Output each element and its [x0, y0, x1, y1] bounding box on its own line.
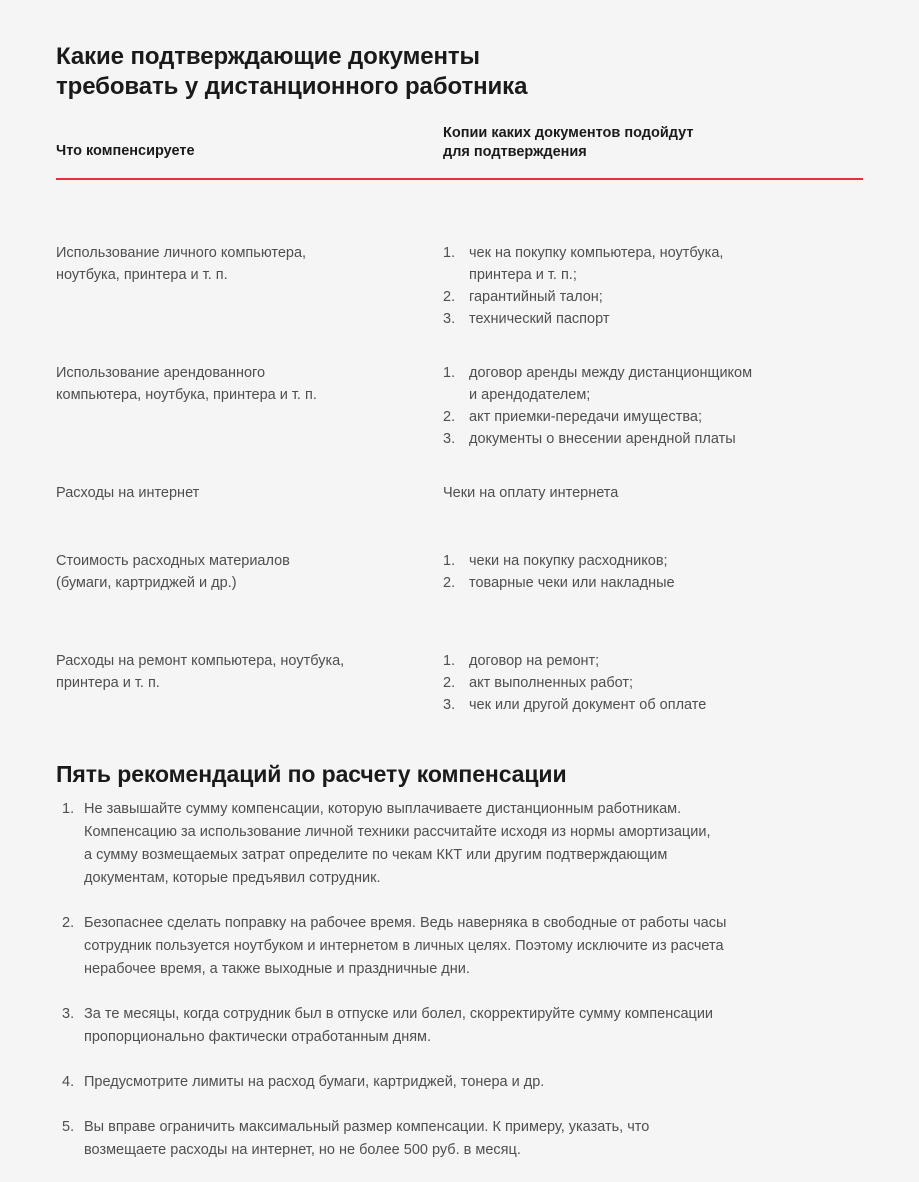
recommendation-item-line: Безопаснее сделать поправку на рабочее время. Ведь наверняка в свободные от работы часы: [84, 915, 727, 931]
recommendation-item: [62, 798, 872, 890]
table-cell-documents: [443, 650, 863, 716]
recommendation-item-line: За те месяцы, когда сотрудник был в отпуске или болел, скорректируйте сумму компенсации: [84, 1006, 714, 1022]
recommendation-item-line: Компенсацию за использование личной техники рассчитайте исходя из нормы амортизации,: [84, 824, 711, 840]
list-item: [443, 550, 863, 572]
document-type-list: [443, 362, 863, 450]
page-title-line: Какие подтверждающие документы: [56, 43, 480, 71]
list-item-line: технический паспорт: [469, 311, 610, 327]
table-cell-documents: [443, 482, 863, 504]
table-row: [56, 242, 863, 330]
table-header-documents: [443, 124, 863, 162]
table-cell-compensate-line: Использование личного компьютера,: [56, 245, 307, 261]
table-cell-documents: [443, 550, 863, 594]
table-cell-compensate: [56, 482, 443, 504]
table-cell-compensate-line: Расходы на интернет: [56, 485, 200, 501]
list-item-line: принтера и т. п.;: [469, 267, 577, 283]
list-item: [443, 650, 863, 672]
table-row: [56, 550, 863, 594]
table-cell-documents: [443, 242, 863, 330]
page-title-line: требовать у дистанционного работника: [56, 73, 528, 101]
list-item-line: и арендодателем;: [469, 387, 591, 403]
recommendation-item-line: пропорционально фактически отработанным дням.: [84, 1029, 432, 1045]
recommendation-item-line: документам, которые предъявил сотрудник.: [84, 870, 381, 886]
table-header-compensate: Что компенсируете: [56, 143, 195, 159]
list-item-line: чеки на покупку расходников;: [469, 553, 668, 569]
recommendation-item: [62, 1071, 872, 1094]
recommendation-item: [62, 1116, 872, 1162]
recommendation-item-line: а сумму возмещаемых затрат определите по чекам ККТ или другим подтверждающим: [84, 847, 668, 863]
list-item-line: договор аренды между дистанционщиком: [469, 365, 753, 381]
table-row: [56, 482, 863, 504]
document-type-list: [443, 550, 863, 594]
list-item: [443, 286, 863, 308]
recommendations-title: Пять рекомендаций по расчету компенсации: [56, 761, 567, 788]
list-item-line: документы о внесении арендной платы: [469, 431, 736, 447]
recommendations-section: [62, 798, 872, 1162]
recommendation-item-line: Не завышайте сумму компенсации, которую выплачиваете дистанционным работникам.: [84, 801, 682, 817]
list-item: [443, 362, 863, 406]
table-cell-compensate-line: ноутбука, принтера и т. п.: [56, 267, 228, 283]
recommendation-item-line: нерабочее время, а также выходные и праздничные дни.: [84, 961, 470, 977]
table-row: [56, 650, 863, 716]
list-item-line: чек или другой документ об оплате: [469, 697, 707, 713]
table-cell-compensate: [56, 550, 443, 594]
recommendation-item-line: возмещаете расходы на интернет, но не более 500 руб. в месяц.: [84, 1142, 521, 1158]
table-cell-compensate-line: компьютера, ноутбука, принтера и т. п.: [56, 387, 317, 403]
document-type-list: [443, 242, 863, 330]
list-item: [443, 406, 863, 428]
table-cell-compensate-line: (бумаги, картриджей и др.): [56, 575, 237, 591]
list-item: [443, 242, 863, 286]
list-item: [443, 694, 863, 716]
table-body: [56, 180, 863, 740]
list-item: [443, 308, 863, 330]
table-cell-compensate-line: Использование арендованного: [56, 365, 266, 381]
table-header-row: [56, 124, 863, 162]
table-cell-compensate-line: Стоимость расходных материалов: [56, 553, 290, 569]
page-title: [56, 42, 756, 102]
table-cell-compensate: [56, 362, 443, 406]
recommendation-item-line: Вы вправе ограничить максимальный размер компенсации. К примеру, указать, что: [84, 1119, 650, 1135]
recommendation-item-line: Предусмотрите лимиты на расход бумаги, картриджей, тонера и др.: [84, 1074, 545, 1090]
list-item-line: гарантийный талон;: [469, 289, 603, 305]
compensation-table: [56, 124, 863, 740]
list-item-line: чек на покупку компьютера, ноутбука,: [469, 245, 724, 261]
table-cell-compensate: [56, 242, 443, 286]
recommendation-item: [62, 1003, 872, 1049]
table-row: [56, 362, 863, 450]
table-cell-documents: [443, 362, 863, 450]
list-item: [443, 428, 863, 450]
list-item-line: договор на ремонт;: [469, 653, 600, 669]
list-item-line: акт приемки-передачи имущества;: [469, 409, 703, 425]
list-item-line: товарные чеки или накладные: [469, 575, 675, 591]
recommendations-list: [62, 798, 872, 1162]
list-item: [443, 672, 863, 694]
table-cell-documents-text: Чеки на оплату интернета: [443, 485, 619, 501]
document-type-list: [443, 650, 863, 716]
table-cell-compensate-line: Расходы на ремонт компьютера, ноутбука,: [56, 653, 345, 669]
table-header-documents-line: для подтверждения: [443, 144, 587, 160]
list-item-line: акт выполненных работ;: [469, 675, 634, 691]
table-cell-compensate: [56, 650, 443, 694]
table-cell-compensate-line: принтера и т. п.: [56, 675, 160, 691]
recommendation-item-line: сотрудник пользуется ноутбуком и интернетом в личных целях. Поэтому исключите из расчета: [84, 938, 724, 954]
list-item: [443, 572, 863, 594]
recommendation-item: [62, 912, 872, 981]
table-header-documents-line: Копии каких документов подойдут: [443, 125, 694, 141]
